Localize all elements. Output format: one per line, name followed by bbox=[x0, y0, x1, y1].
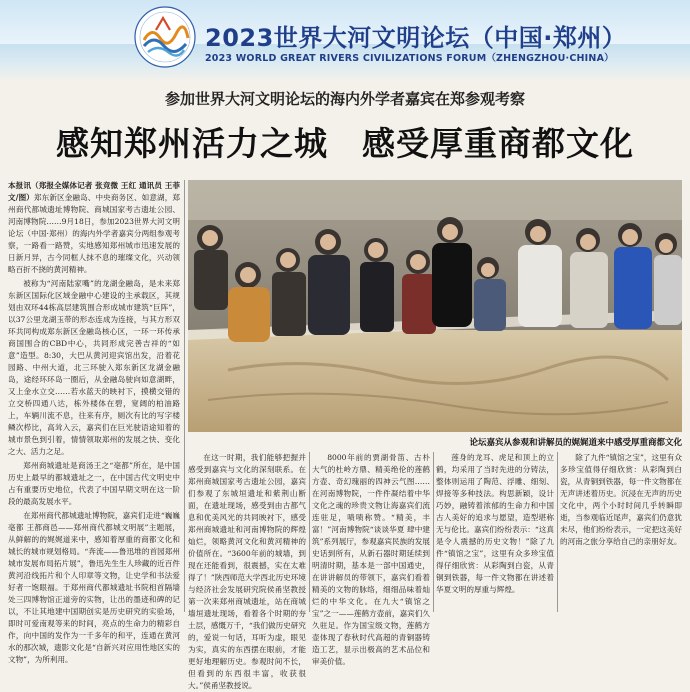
article-column-2 bbox=[188, 452, 306, 690]
article-column-4 bbox=[436, 452, 554, 612]
article-paragraph: 在这一时期，我们能够把握并感受到嘉宾与文化的深刻联系。在郑州商城国家考古遗址公园，嘉宾们参观了东城垣遗址和紫荆山断面，在遗址现场，感受到由古都气息和优美风光的共同映衬下，感受郑州商城遗址和河南博物院的辉煌灿烂，领略黄河文化和黄河精神的价值所在。“3600年前的城墙，到现在还能看到，很震撼，实在太难得了！”陕西师范大学西北历史环境与经济社会发展研究院侯甬坚教授第一次来郑州商城遗址，站在商城墙垣遗址现场，看着各个时期的夯土层，感慨万千，“我们做历史研究的，爱说一句话，耳听为虚，眼见为实，真实的东西摆在眼前，才能更好地理解历史。参观时间不长，但看到的东西很丰富，收获很大。”侯甬坚教授说。 bbox=[188, 453, 306, 690]
forum-title-en: 2023 WORLD GREAT RIVERS CIVILIZATIONS FORUM（ZHENGZHOU·CHINA） bbox=[205, 53, 614, 64]
photo-caption: 论坛嘉宾从参观和讲解员的娓娓道来中感受厚重商都文化 bbox=[469, 438, 682, 448]
article-paragraph: 除了九件“镇馆之宝”，这里有众多珍宝值得仔细欣赏：从彩陶到白瓷，从青铜到铁器，每一件文物都在无声讲述着历史。沉浸在无声的历史文化中，两个小时时间几乎转瞬即逝，当参观临近尾声，嘉宾们仍意犹未尽，他们纷纷表示，一定把这美好的河南之旅分享给自己的亲朋好友。 bbox=[560, 453, 682, 546]
article-paragraph: 莲身的龙耳、虎足和顶上的立鹤，均采用了当时先进的分铸法，整体则运用了陶范、浮雕、细刻、焊接等多种技法。构思新颖，设计巧妙，融铸着浓郁的生命力和中国古人美好的追求与愿望，造型堪称无与伦比。嘉宾们纷纷表示：“这真是令人震撼的历史文物！”除了九件“镇馆之宝”，这里有众多珍宝值得仔细欣赏：从彩陶到白瓷，从青铜到铁器，每一件文物都在讲述着华夏文明的厚重与辉煌。 bbox=[436, 453, 554, 594]
column-divider bbox=[309, 452, 310, 612]
article-headline: 感知郑州活力之城 感受厚重商都文化 bbox=[56, 124, 634, 163]
forum-title-cn: 2023世界大河文明论坛（中国·郑州） bbox=[205, 24, 627, 52]
article-column-left bbox=[8, 180, 180, 664]
article-column-3 bbox=[312, 452, 430, 666]
column-divider bbox=[184, 180, 185, 612]
article-paragraph: 郑州商城遗址是商汤王之“亳都”所在，是中国历史上最早的都城遗址之一，在中国古代文明史中占有重要历史地位，代表了中国早期文明在这一阶段的最高发展水平。 bbox=[8, 461, 180, 506]
article-photo bbox=[188, 180, 682, 432]
forum-wave-logo-icon bbox=[130, 4, 200, 70]
column-divider bbox=[557, 452, 558, 612]
article-paragraph: 在郑州商代都城遗址博物院，嘉宾们走进“巍巍亳都 王都商邑——郑州商代都城文明展”主题展，从鲜解的的娓娓道来中，感知着厚重的商都文化和城长的城市规划格局。“奔流——鲁迅堆的首园郑州城市发展布局拓片展”，鲁迅先生生人珍藏的近百件黄河沿线拓片和个人印章等文物，让史学和书法爱好者一饱眼福。于郑州商代都城遗址书院相首隔墙处三四博物馆正道旁的实物，让出的墨迹和碑的记以，不让其地建中国期创实是历史研究的实验场，即时可爱南观等来的时间，亮点的生命力的精彩自作，向中国的发作为一千多年的和平，连通在黄河水的那次城，遗影文化是“自新兴对应用性地区实的文物”，为所利用。 bbox=[8, 511, 180, 664]
article-column-5 bbox=[560, 452, 682, 612]
article-kicker: 参加世界大河文明论坛的海内外学者嘉宾在郑参观考察 bbox=[164, 90, 525, 108]
column-divider bbox=[433, 452, 434, 612]
article-paragraph: 8000年前的贾湖骨笛、古朴大气的杜岭方鼎、精美绝伦的莲鹤方壶、奇幻瑰丽的四神云气图……在河南博物院，一件件凝结着中华文化之魂的珍贵文物让海嘉宾们流连驻足，啧啧称赞。“精美，丰富！”河南博物院“谈谈华夏 肆中建筑”系列展厅，参观嘉宾民族的发展史话到所有，从新石器时期延续到明清时期，基本是一部中国通史，在讲讲解员的带领下，嘉宾们看着精美的文物的脉络，细细品味着灿烂的中华文化。在九大“镇馆之宝”之一——莲鹤方壶前，嘉宾们久久驻足。作为国宝级文物，莲鹤方壶体现了春秋时代高超的青铜器铸造工艺，显示出极高的艺术品位和审美价值。 bbox=[312, 453, 430, 666]
forum-banner bbox=[0, 0, 690, 78]
article-byline: 本报讯（郑报全媒体记者 张竞微 王红 通讯员 王菲 文/图） bbox=[8, 181, 180, 202]
photo-illustration bbox=[188, 180, 682, 432]
article-paragraph: 郑东新区金融岛、中央商务区、如意湖，郑州商代都城遗址博物院、商城国家考古遗址公园、河南博物院……9月18日，参加2023世界大河文明论坛（中国·郑州）的海内外学者嘉宾分两组参观考察，一路看一路赞，实地感知郑州城市迅速发展的日新月异，古今同框人抹不息的璀璨文化，兴动领略百折不挠的黄河精神。 bbox=[8, 193, 180, 274]
article-paragraph: 被称为“河南陆家嘴”的龙湖金融岛，是未来郑东新区国际化区域金融中心建设的主承载区，其规划由双环44栋高层建筑围合形成城市建筑“巨阵”，以37公里龙湖玉带的形态连成为连接，与其方形双环共同构成郑东新区金融岛核心区，一环一环传承商国围合的CBD中心，共同形成完善吉祥的“如意”造型。8:30，大巴从黄河迎宾馆出发，沿着花园路、中州大道，北三环驶入郑东新区龙湖金融岛，途经环环岛一圈后，从金融岛驶向如意湖畔，又上金水立交……若水蓝天的映衬下，摸横交错的立交桥四通八达，栋外楼体在碧，宽阔的柏油路上，车辆川流不息，往来有序，厕次有比的写字楼鳞次栉比，高耸入云，嘉宾们在巨光驶语途知着的城市景色到引着，情情领取郑州的发展之快、变化之大、活力之足。 bbox=[8, 279, 180, 456]
